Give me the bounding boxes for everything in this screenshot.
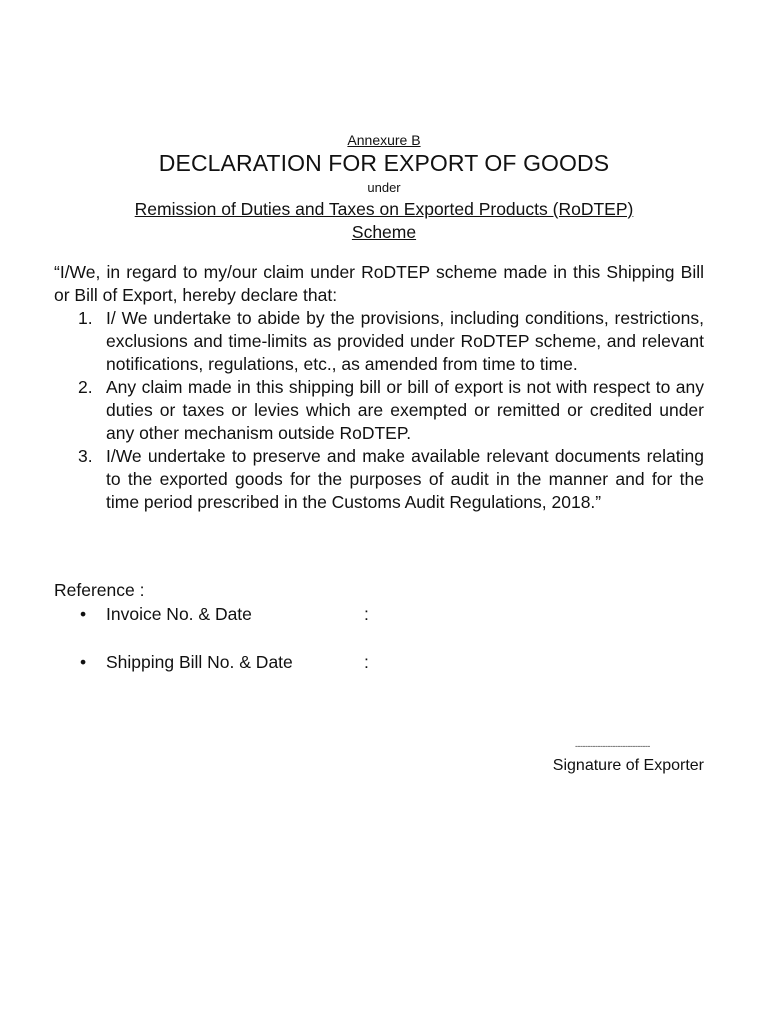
declaration-intro: “I/We, in regard to my/our claim under RoDTEP scheme made in this Shipping Bill or Bill of Export, hereby declare that: bbox=[54, 262, 704, 305]
item-number: 2. bbox=[78, 377, 93, 397]
declaration-item bbox=[78, 307, 704, 376]
item-text: Any claim made in this shipping bill or bill of export is not with respect to any duties or taxes or levies which are exempted or remitted or credited under any other mechanism outside RoDTEP. bbox=[106, 377, 704, 443]
document-title: DECLARATION FOR EXPORT OF GOODS bbox=[158, 150, 610, 176]
reference-label: Reference : bbox=[54, 580, 145, 600]
scheme-subtitle bbox=[0, 198, 768, 244]
shipping-bill-label: Shipping Bill No. & Date bbox=[106, 652, 293, 672]
subtitle-line-2: Scheme bbox=[351, 222, 417, 242]
item-text: I/We undertake to preserve and make available relevant documents relating to the exported goods for the purposes of audit in the manner and for the time period prescribed in the Customs Audit Regulations, 2018.” bbox=[106, 446, 704, 512]
item-number: 3. bbox=[78, 446, 93, 466]
invoice-label: Invoice No. & Date bbox=[106, 604, 252, 624]
signature-label: Signature of Exporter bbox=[552, 757, 704, 774]
shipping-bill-colon: : bbox=[364, 652, 369, 672]
subtitle-line-1: Remission of Duties and Taxes on Exported Products (RoDTEP) bbox=[134, 199, 634, 219]
bullet-icon: • bbox=[80, 604, 87, 624]
item-text: I/ We undertake to abide by the provisions, including conditions, restrictions, exclusions and time-limits as provided under RoDTEP scheme, and relevant notifications, regulations, etc., as amended from time to time. bbox=[106, 308, 704, 374]
under-label: under bbox=[367, 180, 401, 195]
item-number: 1. bbox=[78, 308, 93, 328]
bullet-icon: • bbox=[80, 652, 87, 672]
annexure-label: Annexure B bbox=[347, 132, 421, 148]
declaration-item bbox=[78, 445, 704, 514]
signature-line: ------------------------------ bbox=[575, 741, 650, 751]
invoice-colon: : bbox=[364, 604, 369, 624]
declaration-item bbox=[78, 376, 704, 445]
declaration-list bbox=[78, 307, 704, 514]
